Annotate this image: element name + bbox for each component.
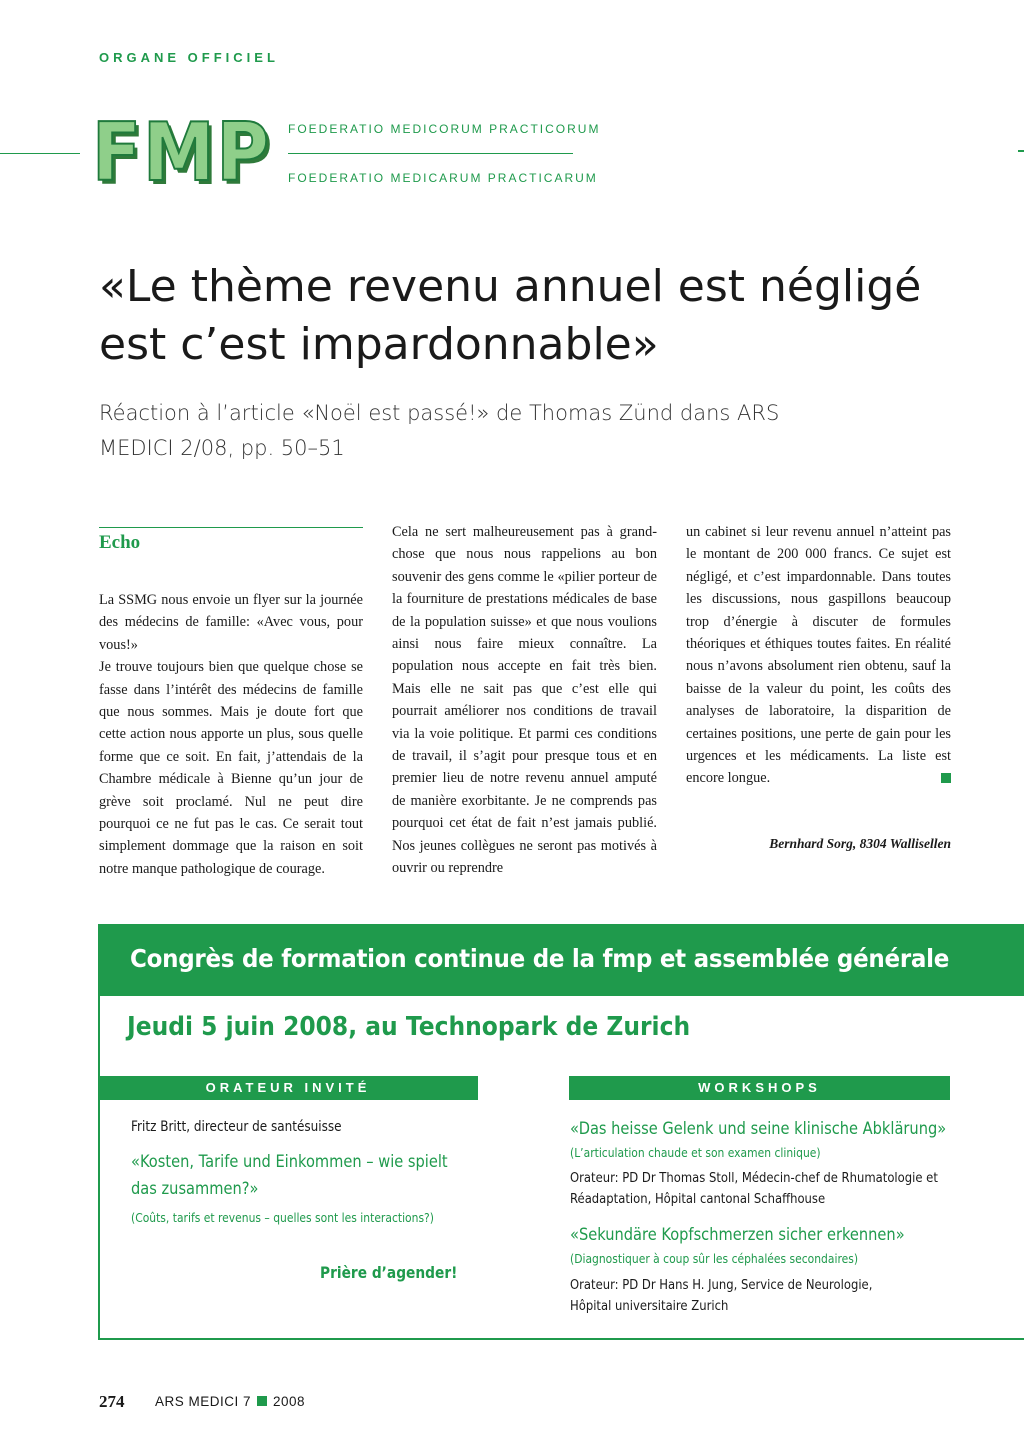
publication-name: ARS MEDICI 7 [155, 1394, 252, 1409]
announcement-date: Jeudi 5 juin 2008, au Technopark de Zurich [127, 1012, 691, 1042]
guest-speaker-heading: ORATEUR INVITÉ [98, 1076, 478, 1100]
workshops-heading: WORKSHOPS [569, 1076, 950, 1100]
echo-rule [99, 527, 363, 528]
guest-talk-title [131, 1149, 448, 1203]
workshop-2-speaker-line2: Hôpital universitaire Zurich [570, 1298, 729, 1314]
section-heading-echo: Echo [99, 532, 141, 553]
announcement-title: Congrès de formation continue de la fmp et assemblée générale [130, 944, 950, 973]
publication-year: 2008 [273, 1394, 306, 1409]
section-label: ORGANE OFFICIEL [99, 50, 279, 65]
workshop-1-translation: (L’articulation chaude et son examen clinique) [570, 1145, 821, 1160]
fmp-logo: FMP [92, 106, 272, 199]
workshop-1-title: «Das heisse Gelenk und seine klinische Abklärung» [570, 1119, 947, 1139]
save-the-date-note: Prière d’agender! [320, 1263, 458, 1282]
footer-publication [155, 1394, 305, 1409]
workshop-1-speaker [570, 1168, 938, 1210]
separator-square [257, 1396, 267, 1406]
paragraph [686, 521, 951, 790]
article-subtitle: Réaction à l’article «Noël est passé!» de Thomas Zünd dans ARS MEDICI 2/08, pp. 50–51 [99, 401, 780, 460]
guest-talk-title-line1: «Kosten, Tarife und Einkommen – wie spielt [131, 1152, 448, 1172]
org-name-line1: FOEDERATIO MEDICORUM PRACTICORUM [288, 122, 601, 136]
paragraph: Je trouve toujours bien que quelque chose se fasse dans l’intérêt des médecins de famille que nous sommes. Mais je doute fort que cette action nous apporte un plus, sous quelle forme que ce soit. En fait, j’attendais de la Chambre médicale à Bienne qu’un jour de grève soit proclamé. Nul ne peut dire pourquoi ce ne fut pas le cas. Ce serait tout simplement dommage que la raison en soit notre manque pathologique de courage. [99, 659, 363, 877]
article-column-2 [392, 521, 657, 880]
page-number: 274 [99, 1392, 125, 1411]
edge-mark [1018, 150, 1024, 152]
workshop-2-translation: (Diagnostiquer à coup sûr les céphalées secondaires) [570, 1251, 859, 1266]
workshop-2-speaker [570, 1275, 872, 1317]
paragraph-text: un cabinet si leur revenu annuel n’atteint pas le montant de 200 000 francs. Ce sujet est négligé, et c’est impardonnable. Dans toutes les discussions, nous gaspillons beaucoup trop d’énergie à discuter de formules théoriques et éthiques toutes faites. En réalité nous n’avons absolument rien obtenu, sauf la baisse de la valeur du point, les coûts des analyses de laboratoire, la disparition de certaines positions, une perte de gain pour les urgences et les médicaments. La liste est encore longue. [686, 524, 951, 787]
workshop-1-speaker-line1: Orateur: PD Dr Thomas Stoll, Médecin-chef de Rhumatologie et [570, 1170, 938, 1186]
header-rule-left [0, 153, 80, 154]
workshop-1-speaker-line2: Réadaptation, Hôpital cantonal Schaffhouse [570, 1191, 826, 1207]
workshop-2-title: «Sekundäre Kopfschmerzen sicher erkennen» [570, 1225, 905, 1245]
workshop-2-speaker-line1: Orateur: PD Dr Hans H. Jung, Service de Neurologie, [570, 1277, 873, 1293]
author-signature: Bernhard Sorg, 8304 Wallisellen [769, 836, 951, 851]
org-name-line2: FOEDERATIO MEDICARUM PRACTICARUM [288, 171, 598, 185]
article-title: «Le thème revenu annuel est négligé est c’est impardonnable» [99, 261, 922, 370]
end-of-article-mark [941, 773, 951, 783]
header-rule-right [288, 153, 573, 154]
paragraph: La SSMG nous envoie un flyer sur la journée des médecins de famille: «Avec vous, pour vous!» [99, 592, 363, 653]
guest-speaker-name: Fritz Britt, directeur de santésuisse [131, 1119, 342, 1135]
guest-talk-title-line2: das zusammen?» [131, 1179, 259, 1199]
paragraph: Cela ne sert malheureusement pas à grand-chose que nous nous rappelions au bon souvenir des gens comme le «pilier porteur de la fourniture de prestations médicales de base de la population suisse» et que nous voulions ainsi nous faire mieux connaître. La population nous accepte en fait très bien. Mais elle ne sait pas que c’est elle qui pourrait améliorer nos conditions de travail via la voie politique. Et parmi ces conditions de travail, il s’agit pour presque tous et en premier lieu de notre revenu annuel amputé de manière exorbitante. Je ne comprends pas pourquoi cet état de fait n’est jamais publié. Nos jeunes collègues ne seront pas motivés à ouvrir ou reprendre [392, 524, 657, 877]
guest-talk-translation: (Coûts, tarifs et revenus – quelles sont les interactions?) [131, 1210, 434, 1225]
article-column-1 [99, 589, 363, 880]
article-column-3 [686, 521, 951, 790]
